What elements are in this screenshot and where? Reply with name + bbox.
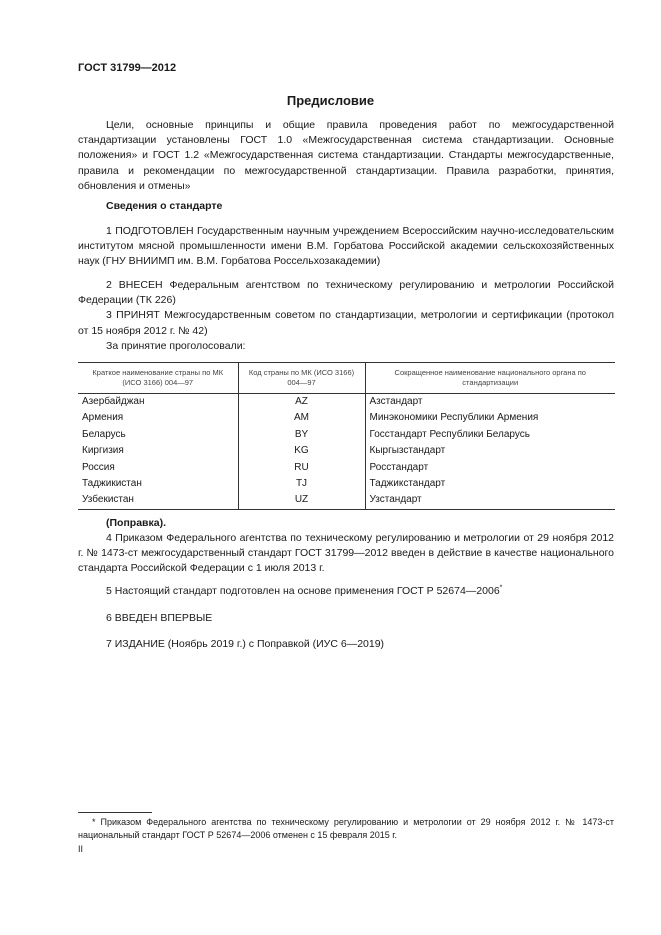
national-body: Кыргызстандарт [365, 443, 615, 459]
preface-title: Предисловие [286, 93, 375, 108]
footnote-text: * Приказом Федерального агентства по техническому регулированию и метрологии от 29 ноября 2012 г. № 1473-ст национальный стандарт ГОСТ Р 52674—2006 отменен с 15 февраля 2015 г. [78, 817, 614, 840]
info-item-1-text: 1 ПОДГОТОВЛЕН Государственным научным учреждением Всероссийским научно-исследовательским институтом мясной промышленности имени В.М. Горбатова Российской академии сельскохозяйственных наук (ГНУ ВНИИМП им. В.М. Горбатова Россельхозакадемии) [78, 225, 614, 268]
header-national-body: Сокращенное наименование национального органа по стандартизации [365, 363, 615, 394]
table-row [78, 460, 615, 476]
country-name: Киргизия [82, 445, 124, 457]
header-country-name: Краткое наименование страны по МК (ИСО 3166) 004—97 [78, 363, 238, 394]
header-country-code: Код страны по МК (ИСО 3166) 004—97 [238, 363, 365, 394]
info-item-2-3 [78, 278, 614, 354]
country-code: RU [238, 460, 365, 476]
info-item-3-text: 3 ПРИНЯТ Межгосударственным советом по стандартизации, метрологии и сертификации (протокол от 15 ноября 2012 г. № 42) [78, 309, 614, 337]
voting-countries-table [78, 362, 615, 510]
national-body: Госстандарт Республики Беларусь [365, 427, 615, 443]
table-row [78, 427, 615, 443]
country-name: Узбекистан [78, 492, 238, 509]
standard-info-heading: Сведения о стандарте [106, 200, 223, 212]
item-5 [78, 584, 614, 599]
item-7: 7 ИЗДАНИЕ (Ноябрь 2019 г.) с Поправкой (ИУС 6—2019) [106, 638, 385, 650]
amendment-label: (Поправка). [106, 517, 167, 529]
national-body: Азстандарт [365, 394, 615, 411]
preface-intro-text: Цели, основные принципы и общие правила проведения работ по межгосударственной стандартизации установлены ГОСТ 1.0 «Межгосударственная система стандартизации. Основные положения» и ГОСТ 1.2 «Межгосударственная система стандартизации. Стандарты межгосударственные, правила и рекомендации по межгосударственной стандартизации. Правила разработки, принятия, обновления и отмены» [78, 119, 614, 192]
footnote-marker: * [499, 584, 503, 592]
country-code: TJ [238, 476, 365, 492]
table-row [78, 443, 615, 459]
voted-label: За принятие проголосовали: [106, 339, 246, 352]
national-body: Таджикстандарт [365, 476, 615, 492]
info-item-2-text: 2 ВНЕСЕН Федеральным агентством по техническому регулированию и метрологии Российской Федерации (ТК 226) [78, 279, 614, 307]
item-6: 6 ВВЕДЕН ВПЕРВЫЕ [106, 612, 213, 624]
national-body: Росстандарт [365, 460, 615, 476]
national-body: Минэкономики Республики Армения [365, 410, 615, 426]
country-code: KG [238, 443, 365, 459]
country-code: AZ [238, 394, 365, 411]
table-header-row [78, 363, 615, 394]
document-code: ГОСТ 31799—2012 [78, 62, 177, 74]
item-5-text: 5 Настоящий стандарт подготовлен на основе применения ГОСТ Р 52674—2006 [106, 585, 500, 597]
country-name: Азербайджан [82, 396, 145, 407]
footnote-divider [78, 812, 152, 813]
table-row [78, 476, 615, 492]
page-number: II [78, 844, 84, 854]
country-name: Россия [82, 461, 115, 473]
amendment-item-4 [78, 531, 614, 577]
country-name: Беларусь [82, 428, 126, 440]
country-code: BY [238, 427, 365, 443]
info-item-1 [78, 224, 614, 270]
table-row [78, 394, 615, 411]
footnote [78, 816, 614, 842]
country-code: UZ [238, 492, 365, 509]
table-row [78, 410, 615, 426]
country-name: Таджикистан [82, 478, 142, 490]
table-row [78, 492, 615, 509]
amendment-item-4-text: 4 Приказом Федерального агентства по техническому регулированию и метрологии от 29 ноября 2012 г. № 1473-ст межгосударственный стандарт ГОСТ 31799—2012 введен в действие в качестве национального стандарта Российской Федерации с 1 июля 2013 г. [78, 532, 614, 575]
national-body: Узстандарт [365, 492, 615, 509]
country-code: AM [238, 410, 365, 426]
preface-intro [78, 118, 614, 194]
country-name: Армения [82, 412, 124, 424]
